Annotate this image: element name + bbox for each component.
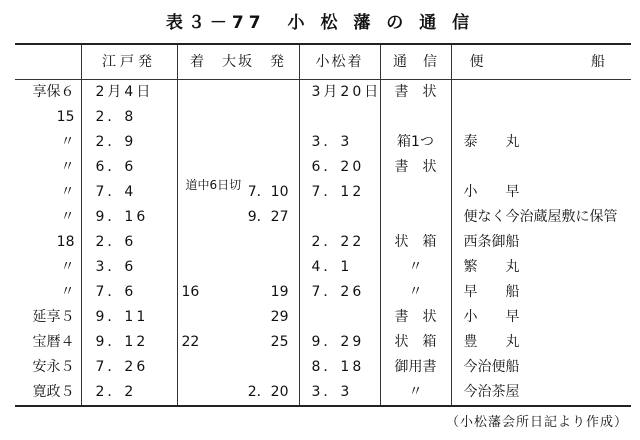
era-cell: 〃 xyxy=(15,280,81,305)
table-row xyxy=(15,280,631,305)
era-cell: 〃 xyxy=(15,130,81,155)
edo-departure-cell: 2．2 xyxy=(81,380,177,406)
edo-departure-cell: 7．4 xyxy=(81,180,177,205)
osaka-cell xyxy=(177,330,299,355)
ship-cell xyxy=(451,155,631,180)
osaka-arrival: 22 xyxy=(181,334,200,350)
edo-departure-cell: 2．8 xyxy=(81,105,177,130)
era-cell: 〃 xyxy=(15,155,81,180)
komatsu-arrival-cell: 4．1 xyxy=(299,255,380,280)
edo-departure-cell: 2月4日 xyxy=(81,80,177,106)
header-bin-left: 便 xyxy=(469,53,484,70)
osaka-cell xyxy=(177,305,299,330)
table-row xyxy=(15,205,631,230)
osaka-cell xyxy=(177,255,299,280)
header-row xyxy=(15,44,631,80)
era-cell: 〃 xyxy=(15,255,81,280)
table-body xyxy=(15,80,631,407)
komatsu-arrival-cell: 6．20 xyxy=(299,155,380,180)
table-row xyxy=(15,130,631,155)
table-row xyxy=(15,255,631,280)
komatsu-arrival-cell: 3月20日 xyxy=(299,80,380,106)
komatsu-arrival-cell: 3．3 xyxy=(299,130,380,155)
osaka-cell xyxy=(177,130,299,155)
correspondence-type-cell xyxy=(380,205,451,230)
ship-cell: 早 船 xyxy=(451,280,631,305)
osaka-departure: 7．10 xyxy=(247,184,289,200)
table-row xyxy=(15,180,631,205)
table-row xyxy=(15,230,631,255)
ship-cell: 小 早 xyxy=(451,305,631,330)
header-bin-right: 船 xyxy=(591,53,605,70)
era-cell: 享保６ xyxy=(15,80,81,106)
edo-departure-cell: 7．6 xyxy=(81,280,177,305)
osaka-arrival: 16 xyxy=(181,284,200,300)
osaka-cell xyxy=(177,280,299,305)
osaka-cell xyxy=(177,230,299,255)
osaka-departure: 9．27 xyxy=(247,209,289,225)
header-edo: 江戸発 xyxy=(81,44,177,80)
correspondence-table xyxy=(15,43,631,407)
header-tsushin: 通 信 xyxy=(380,44,451,80)
table-row xyxy=(15,305,631,330)
komatsu-arrival-cell: 7．12 xyxy=(299,180,380,205)
ship-cell: 繁 丸 xyxy=(451,255,631,280)
komatsu-arrival-cell xyxy=(299,105,380,130)
era-cell: 〃 xyxy=(15,180,81,205)
osaka-cell xyxy=(177,105,299,130)
era-cell: 18 xyxy=(15,230,81,255)
komatsu-arrival-cell: 3．3 xyxy=(299,380,380,406)
header-bin xyxy=(451,44,631,80)
edo-departure-cell: 6．6 xyxy=(81,155,177,180)
ship-cell: 豊 丸 xyxy=(451,330,631,355)
edo-departure-cell: 3．6 xyxy=(81,255,177,280)
correspondence-type-cell: 状 箱 xyxy=(380,330,451,355)
ship-cell: 西条御船 xyxy=(451,230,631,255)
edo-departure-cell: 9．11 xyxy=(81,305,177,330)
table-row xyxy=(15,105,631,130)
osaka-cell xyxy=(177,205,299,230)
correspondence-type-cell: 〃 xyxy=(380,380,451,406)
source-caption: （小松藩会所日記より作成） xyxy=(445,415,628,430)
era-cell: 安永５ xyxy=(15,355,81,380)
header-era xyxy=(15,44,81,80)
edo-departure-cell: 9．12 xyxy=(81,330,177,355)
table-row xyxy=(15,80,631,106)
ship-cell xyxy=(451,80,631,106)
ship-cell: 今治茶屋 xyxy=(451,380,631,406)
ship-cell: 便なく今治蔵屋敷に保管 xyxy=(451,205,631,230)
osaka-departure: 25 xyxy=(270,334,289,350)
correspondence-type-cell: 〃 xyxy=(380,255,451,280)
correspondence-type-cell xyxy=(380,105,451,130)
table-row xyxy=(15,355,631,380)
osaka-cell xyxy=(177,355,299,380)
ship-cell: 今治便船 xyxy=(451,355,631,380)
correspondence-type-cell: 書 状 xyxy=(380,80,451,106)
komatsu-arrival-cell: 9．29 xyxy=(299,330,380,355)
correspondence-type-cell: 書 状 xyxy=(380,305,451,330)
osaka-cell xyxy=(177,80,299,106)
ship-cell: 泰 丸 xyxy=(451,130,631,155)
correspondence-type-cell: 状 箱 xyxy=(380,230,451,255)
osaka-cell xyxy=(177,180,299,205)
era-cell: 宝暦４ xyxy=(15,330,81,355)
edo-departure-cell: 2．9 xyxy=(81,130,177,155)
era-cell: 寛政５ xyxy=(15,380,81,406)
edo-departure-cell: 2．6 xyxy=(81,230,177,255)
era-cell: 延享５ xyxy=(15,305,81,330)
komatsu-arrival-cell: 7．26 xyxy=(299,280,380,305)
osaka-departure: 19 xyxy=(270,284,289,300)
komatsu-arrival-cell xyxy=(299,305,380,330)
correspondence-type-cell: 御用書 xyxy=(380,355,451,380)
ship-cell: 小 早 xyxy=(451,180,631,205)
edo-departure-cell: 7．26 xyxy=(81,355,177,380)
table-row xyxy=(15,155,631,180)
osaka-departure: 2．20 xyxy=(247,384,289,400)
correspondence-type-cell: 書 状 xyxy=(380,155,451,180)
era-cell: 15 xyxy=(15,105,81,130)
correspondence-type-cell: 〃 xyxy=(380,280,451,305)
correspondence-type-cell: 箱1つ xyxy=(380,130,451,155)
table-row xyxy=(15,380,631,406)
komatsu-arrival-cell xyxy=(299,205,380,230)
osaka-departure: 29 xyxy=(270,309,289,325)
osaka-cell xyxy=(177,380,299,406)
table-title: 表３－77 小 松 藩 の 通 信 xyxy=(165,13,475,33)
travel-note: 道中6日切 xyxy=(185,178,242,192)
header-osaka: 着 大坂 発 xyxy=(177,44,299,80)
ship-cell xyxy=(451,105,631,130)
header-komatsu: 小松着 xyxy=(299,44,380,80)
correspondence-type-cell xyxy=(380,180,451,205)
table-row xyxy=(15,330,631,355)
komatsu-arrival-cell: 8．18 xyxy=(299,355,380,380)
edo-departure-cell: 9．16 xyxy=(81,205,177,230)
era-cell: 〃 xyxy=(15,205,81,230)
komatsu-arrival-cell: 2．22 xyxy=(299,230,380,255)
